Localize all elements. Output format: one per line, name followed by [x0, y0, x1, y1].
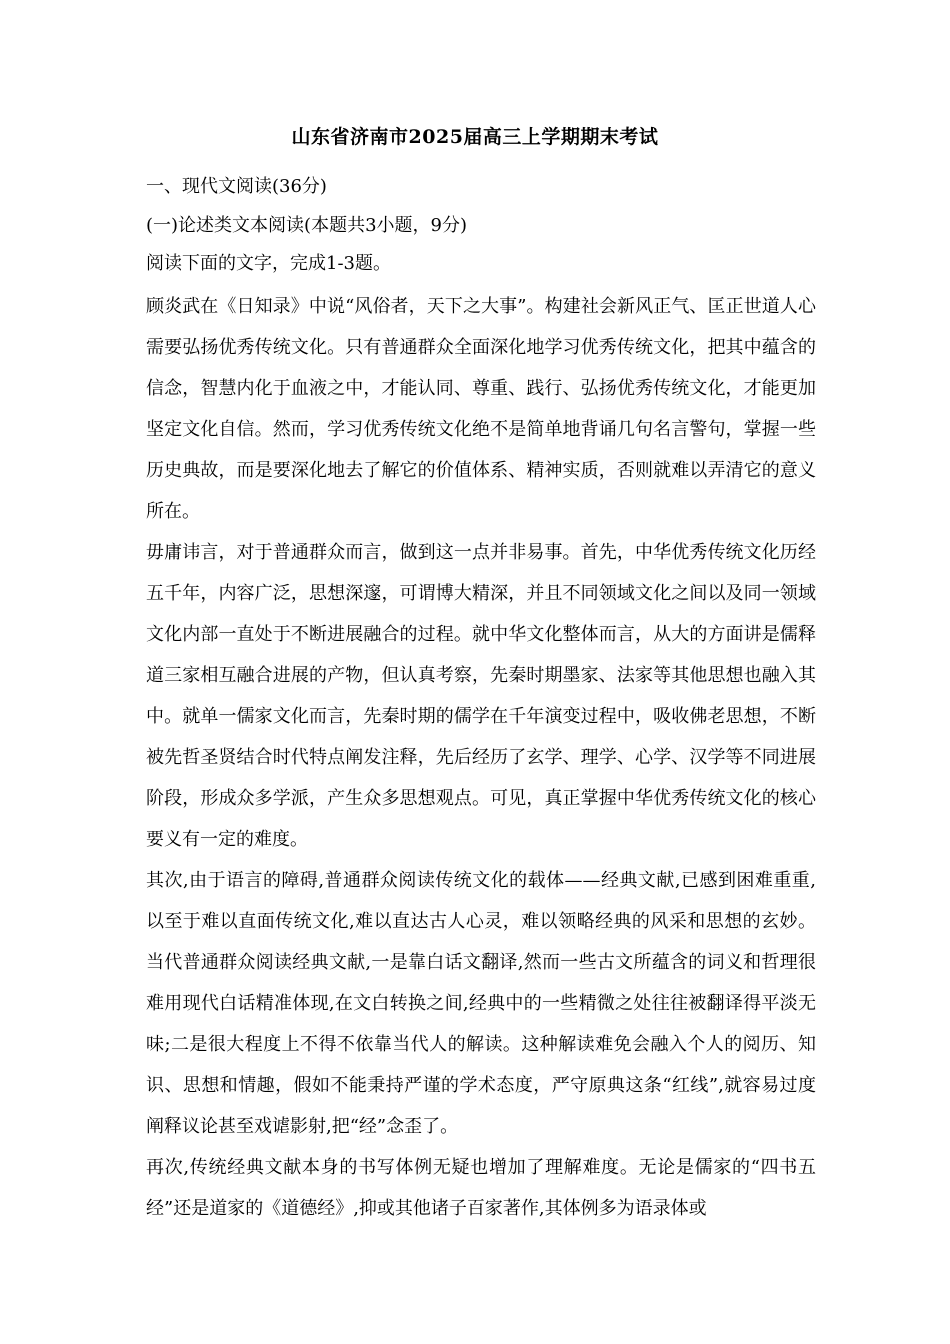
- subsection-heading: (一)论述类文本阅读(本题共3小题，9分): [146, 215, 467, 236]
- paragraph-3: 其次,由于语言的障碍,普通群众阅读传统文化的载体——经典文献,已感到困难重重,以至于难以直面传统文化,难以直达古人心灵，难以领略经典的风采和思想的玄妙。当代普通群众阅读经典文献,一是靠白话文翻译,然而一些古文所蕴含的词义和哲理很难用现代白话精准体现,在文白转换之间,经典中的一些精微之处往往被翻译得平淡无味;二是很大程度上不得不依靠当代人的解读。这种解读难免会融入个人的阅历、知识、思想和情趣，假如不能秉持严谨的学术态度，严守原典这条“红线”,就容易过度阐释议论甚至戏谑影射,把“经”念歪了。: [146, 870, 816, 1137]
- passage-body: [146, 286, 816, 1229]
- document-title: 山东省济南市2025届高三上学期期末考试: [291, 126, 659, 148]
- section-heading: 一、现代文阅读(36分): [146, 176, 327, 197]
- paragraph-2: 毋庸讳言，对于普通群众而言，做到这一点并非易事。首先，中华优秀传统文化历经五千年，内容广泛，思想深邃，可谓博大精深，并且不同领域文化之间以及同一领域文化内部一直处于不断进展融合的过程。就中华文化整体而言，从大的方面讲是儒释道三家相互融合进展的产物，但认真考察，先秦时期墨家、法家等其他思想也融入其中。就单一儒家文化而言，先秦时期的儒学在千年演变过程中，吸收佛老思想，不断被先哲圣贤结合时代特点阐发注释，先后经历了玄学、理学、心学、汉学等不同进展阶段，形成众多学派，产生众多思想观点。可见，真正掌握中华优秀传统文化的核心要义有一定的难度。: [146, 542, 816, 850]
- paragraph-4: 再次,传统经典文献本身的书写体例无疑也增加了理解难度。无论是儒家的“四书五经”还是道家的《道德经》,抑或其他诸子百家著作,其体例多为语录体或: [146, 1157, 816, 1219]
- paragraph-1: 顾炎武在《日知录》中说“风俗者，天下之大事”。构建社会新风正气、匡正世道人心需要弘扬优秀传统文化。只有普通群众全面深化地学习优秀传统文化，把其中蕴含的信念，智慧内化于血液之中，才能认同、尊重、践行、弘扬优秀传统文化，才能更加坚定文化自信。然而，学习优秀传统文化绝不是简单地背诵几句名言警句，掌握一些历史典故，而是要深化地去了解它的价值体系、精神实质，否则就难以弄清它的意义所在。: [146, 296, 816, 522]
- reading-instruction: 阅读下面的文字，完成1-3题。: [146, 253, 391, 274]
